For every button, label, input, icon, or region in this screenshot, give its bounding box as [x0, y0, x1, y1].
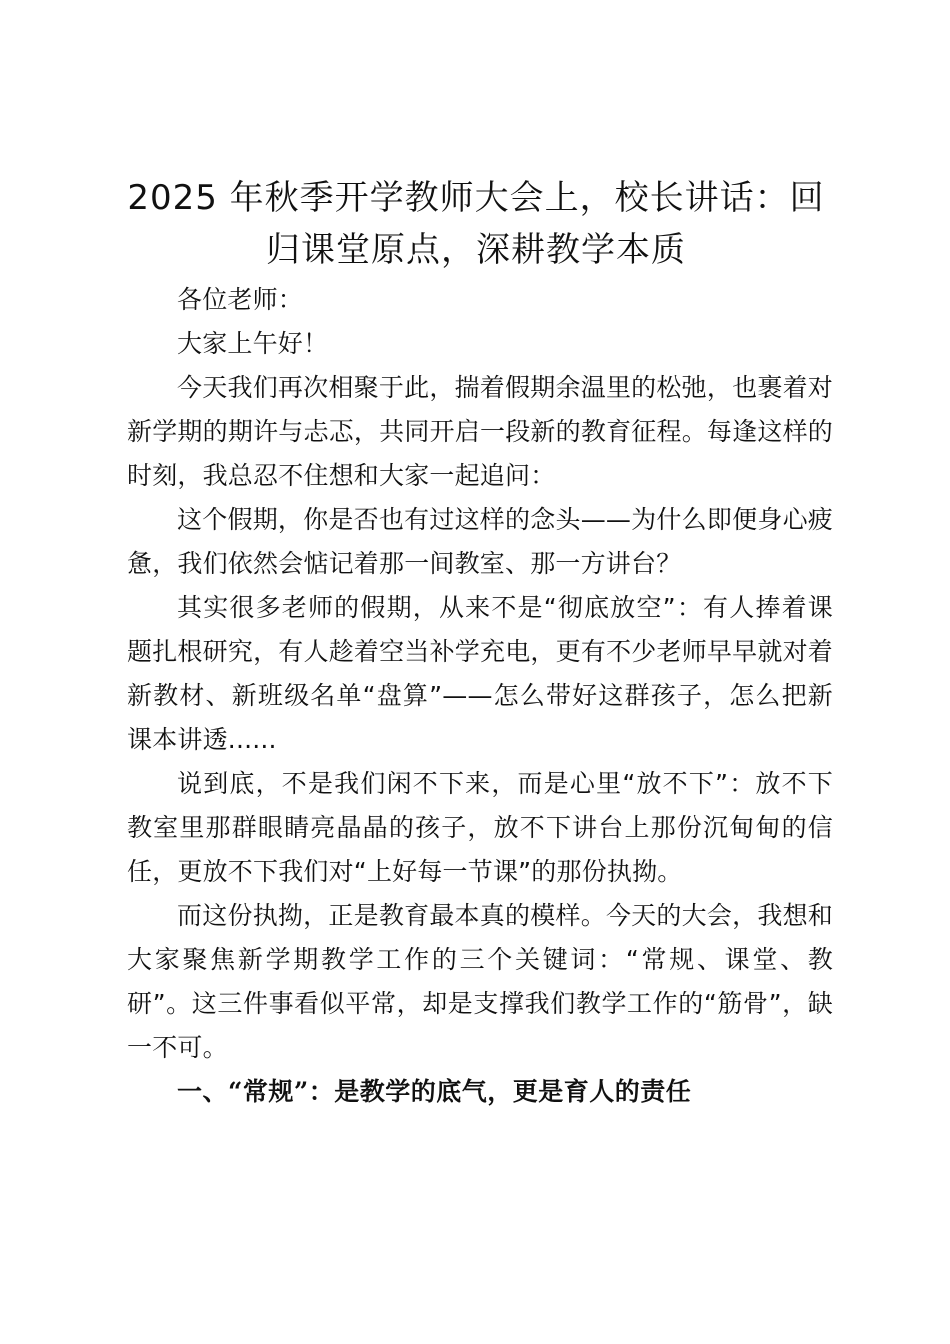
document-body: [127, 278, 833, 1114]
greeting: 大家上午好！: [177, 329, 329, 358]
paragraph: 这个假期，你是否也有过这样的念头——为什么即便身心疲惫，我们依然会惦记着那一间教室、那一方讲台？: [127, 505, 833, 578]
document-title: 2025 年秋季开学教师大会上，校长讲话：回归课堂原点，深耕教学本质: [127, 178, 825, 270]
paragraph: 而这份执拗，正是教育最本真的模样。今天的大会，我想和大家聚焦新学期教学工作的三个关键词：“常规、课堂、教研”。这三件事看似平常，却是支撑我们教学工作的“筋骨”，缺一不可。: [127, 901, 833, 1062]
paragraph: 其实很多老师的假期，从来不是“彻底放空”：有人捧着课题扎根研究，有人趁着空当补学充电，更有不少老师早早就对着新教材、新班级名单“盘算”——怎么带好这群孩子，怎么把新课本讲透......: [127, 593, 833, 754]
salutation: 各位老师：: [177, 285, 304, 314]
paragraph: 今天我们再次相聚于此，揣着假期余温里的松弛，也裹着对新学期的期许与忐忑，共同开启一段新的教育征程。每逢这样的时刻，我总忍不住想和大家一起追问：: [127, 373, 833, 490]
section-heading: 一、“常规”：是教学的底气，更是育人的责任: [177, 1077, 692, 1106]
paragraph: 说到底，不是我们闲不下来，而是心里“放不下”：放不下教室里那群眼睛亮晶晶的孩子，放不下讲台上那份沉甸甸的信任，更放不下我们对“上好每一节课”的那份执拗。: [127, 769, 833, 886]
